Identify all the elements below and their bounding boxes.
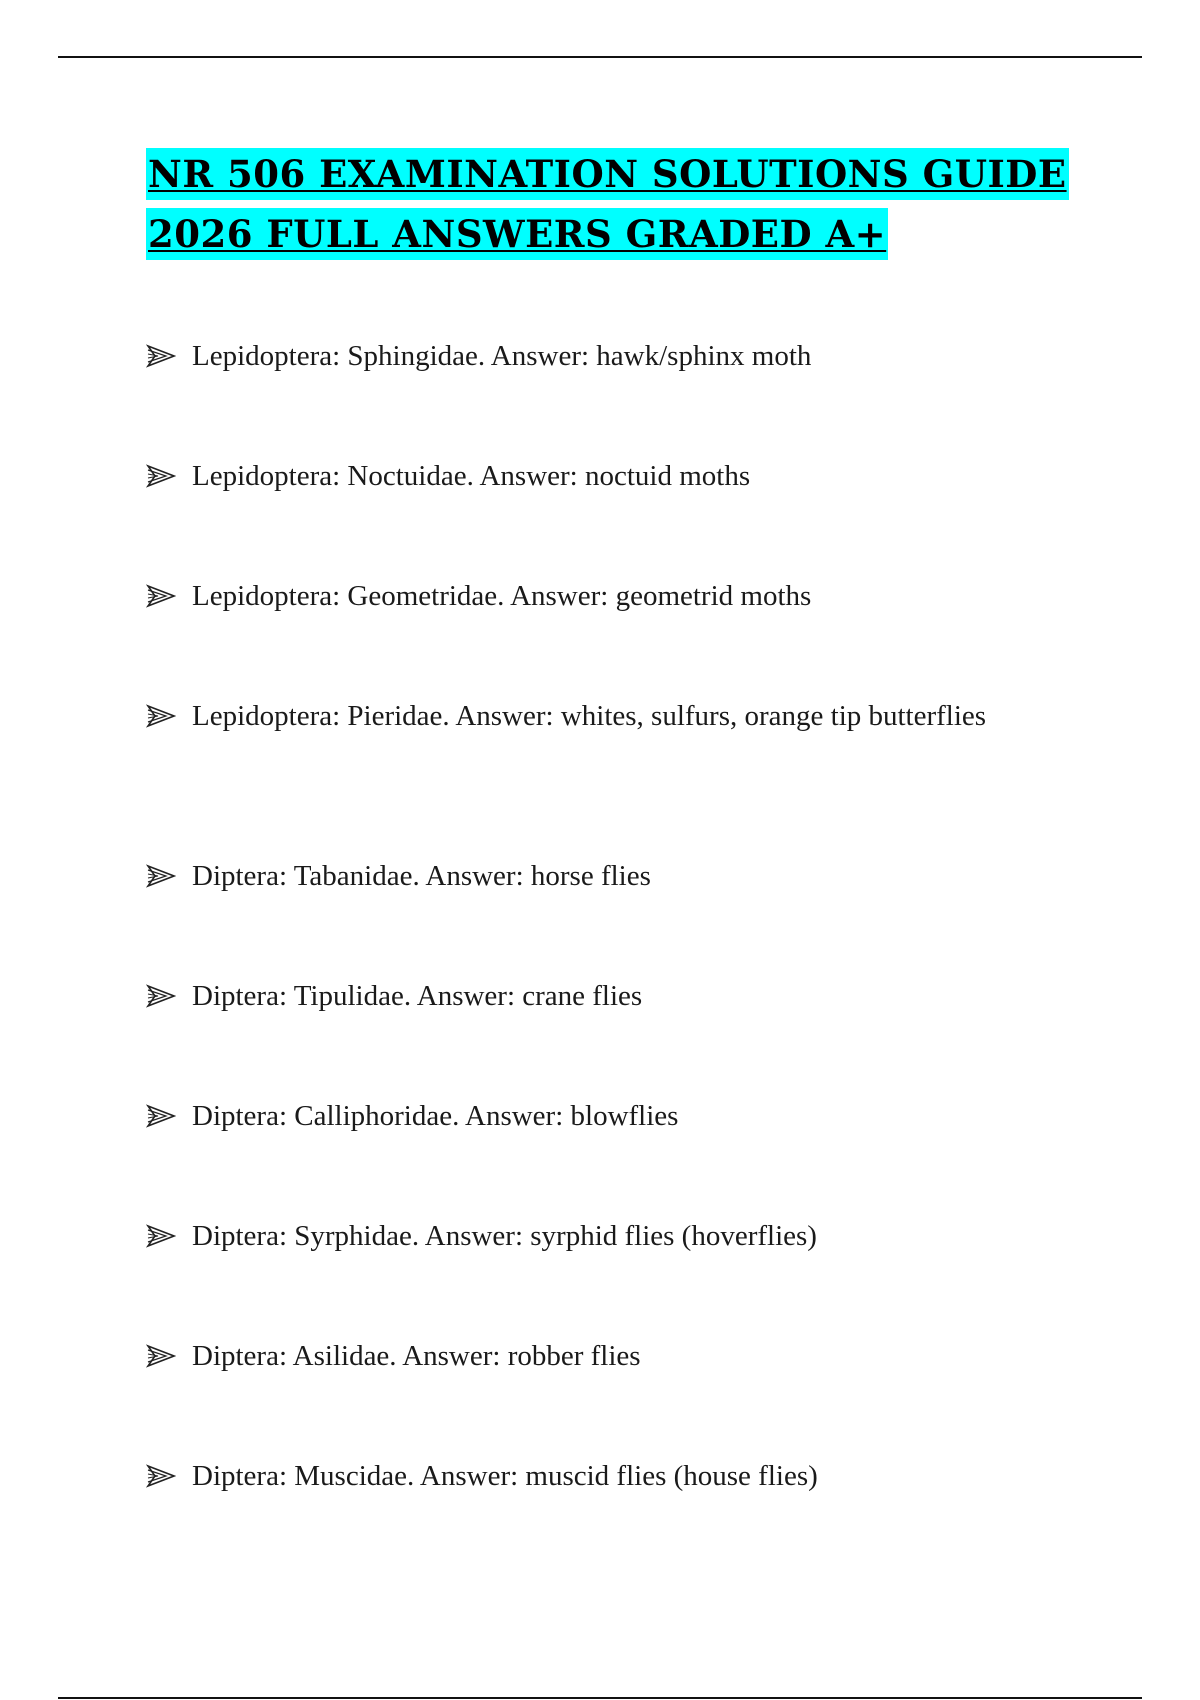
bottom-rule [58,1697,1142,1699]
list-item [146,575,1046,695]
list-item [146,455,1046,575]
arrowhead-bullet-icon [146,1104,176,1128]
arrowhead-bullet-icon [146,1224,176,1248]
arrowhead-bullet-icon [146,1344,176,1368]
arrowhead-bullet-icon [146,344,176,368]
title-line-1: NR 506 EXAMINATION SOLUTIONS GUIDE [146,148,1069,200]
arrowhead-bullet-icon [146,704,176,728]
arrowhead-bullet-icon [146,984,176,1008]
arrowhead-bullet-icon [146,584,176,608]
list-item [146,335,1046,455]
item-text: Diptera: Syrphidae. Answer: syrphid flies (hoverflies) [192,1220,817,1252]
item-text: Diptera: Tabanidae. Answer: horse flies [192,860,651,892]
item-text: Diptera: Tipulidae. Answer: crane flies [192,980,643,1012]
arrowhead-bullet-icon [146,864,176,888]
item-text: Diptera: Calliphoridae. Answer: blowflies [192,1100,679,1132]
list-item [146,1095,1046,1215]
list-item [146,975,1046,1095]
arrowhead-bullet-icon [146,1464,176,1488]
item-text: Diptera: Muscidae. Answer: muscid flies (house flies) [192,1460,818,1492]
item-text: Lepidoptera: Pieridae. Answer: whites, sulfurs, orange tip butterflies [192,700,987,732]
document-title [146,148,1067,268]
arrowhead-bullet-icon [146,464,176,488]
list-item [146,855,1046,975]
item-text: Diptera: Asilidae. Answer: robber flies [192,1340,641,1372]
list-item [146,1335,1046,1455]
item-text: Lepidoptera: Sphingidae. Answer: hawk/sphinx moth [192,340,812,372]
title-line-2: 2026 FULL ANSWERS GRADED A+ [146,208,888,260]
list-item [146,1455,1046,1575]
top-rule [58,56,1142,58]
answer-list [146,335,1046,1575]
list-item [146,1215,1046,1335]
item-text: Lepidoptera: Geometridae. Answer: geometrid moths [192,580,812,612]
item-text: Lepidoptera: Noctuidae. Answer: noctuid moths [192,460,751,492]
list-item [146,695,1046,855]
